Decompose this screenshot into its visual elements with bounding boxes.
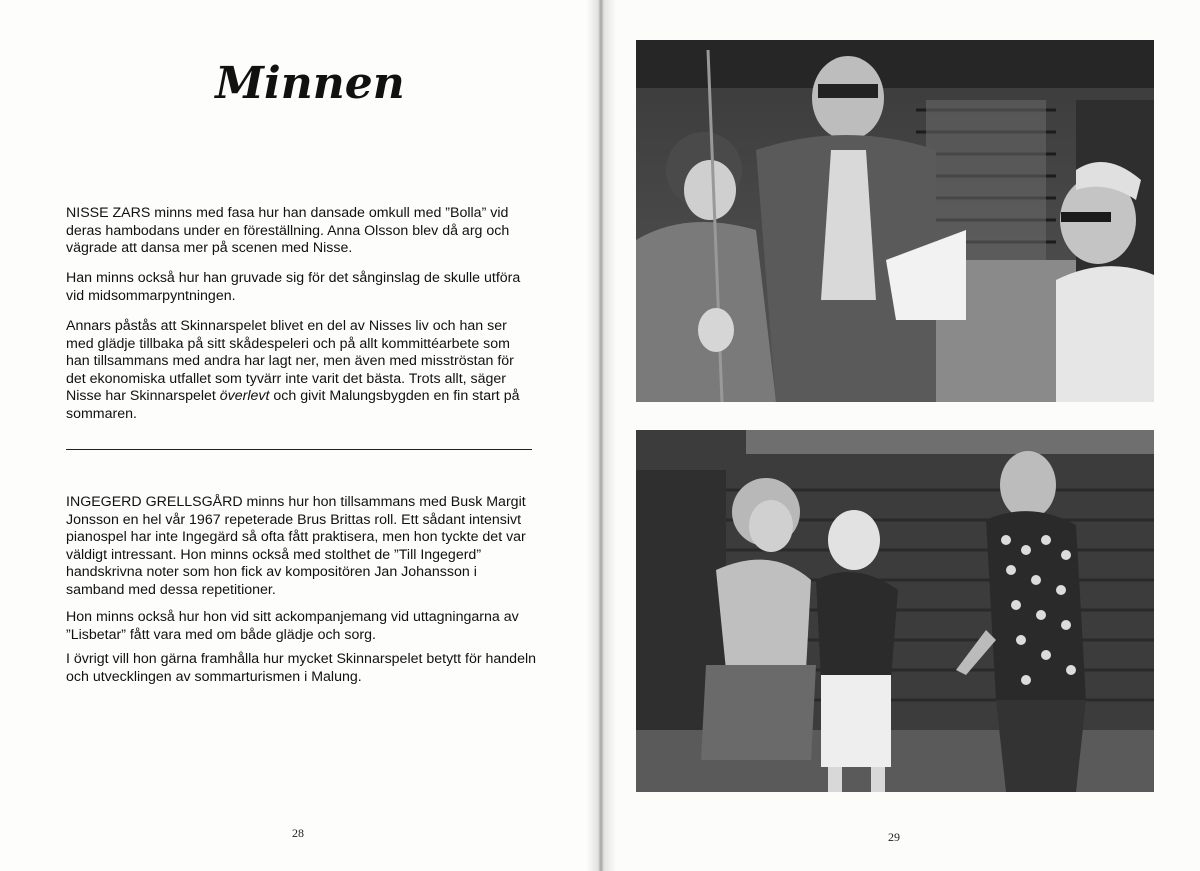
paragraph-nisse-3-end: och givit Malungsbygden en fin start på sommaren. [66,388,520,422]
paragraph-nisse-2: Han minns också hur han gruvade sig för det sånginslag de skulle utföra vid midsommarpyntningen. [66,270,521,304]
paragraph-nisse-1: NISSE ZARS minns med fasa hur han dansade omkull med ”Bolla” vid deras hambodans under en föreställning. Anna Olsson blev då arg och vägrade att dansa mer på scenen med Nisse. [66,205,510,256]
page-number-left: 28 [292,826,304,840]
paragraph-nisse-3-start: Annars påstås att Skinnarspelet blivet en del av Nisses liv och han ser med glädje tillbaka på sitt skådespeleri och på allt kommittéarbete som han tillsammans med andra har lagt ner, men även med misströstan för det ekonomiska utfallet som tyvärr inte varit det bästa. Trots allt, säger Nisse har Skinnarspelet [66,318,514,404]
page-number-right: 29 [888,830,900,844]
page-title: Minnen [215,58,405,109]
paragraph-nisse-3 [66,318,536,423]
paragraph-ingegerd-1: INGEGERD GRELLSGÅRD minns hur hon tillsammans med Busk Margit Jonsson en hel vår 1967 repeterade Brus Brittas roll. Ett sådant intensivt pianospel har inte Ingegärd så ofta fått praktisera, men hon tyckte det var väldigt intressant. Hon minns också med stolthet de ”Till Ingegerd” handskrivna noter som hon fick av kompositören Jan Johansson i samband med dessa repetitioner. [66,494,526,598]
italic-word: överlevt [219,388,270,404]
left-page [0,0,598,871]
paragraph-ingegerd-2: Hon minns också hur hon vid sitt ackompanjemang vid uttagningarna av ”Lisbetar” fått vara med om både glädje och sorg. [66,609,519,643]
photo-cabin-group-image [636,430,1154,792]
section-divider [66,449,532,450]
photo-script-reading-image [636,40,1154,402]
photo-cabin-group [636,430,1154,792]
paragraph-ingegerd-3: I övrigt vill hon gärna framhålla hur mycket Skinnarspelet betytt för handeln och utvecklingen av sommarturismen i Malung. [66,651,537,685]
book-gutter [586,0,616,871]
photo-script-reading [636,40,1154,402]
